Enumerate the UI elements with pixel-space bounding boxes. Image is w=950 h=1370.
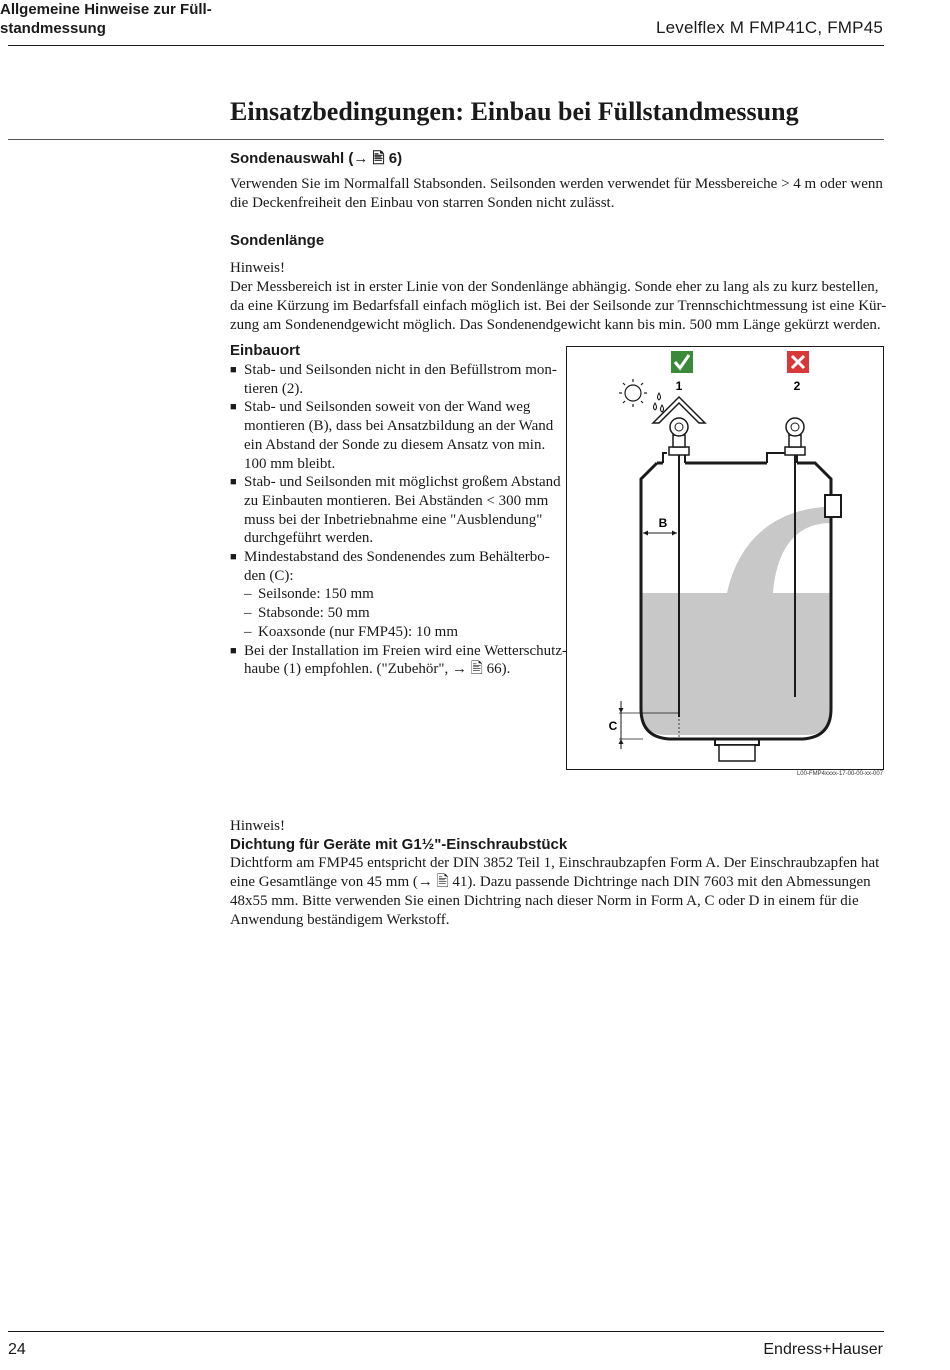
bullet-icon: ■ <box>230 551 237 564</box>
header-title: Levelflex M FMP41C, FMP45 <box>655 18 883 37</box>
header-rule <box>8 45 884 46</box>
sun-icon <box>619 379 647 407</box>
sondenlaenge-heading: Sondenlänge <box>230 232 325 249</box>
sub-item: – Stabsonde: 50 mm <box>244 605 370 622</box>
inlet-nozzle <box>825 495 841 517</box>
sondenlaenge-text: Hinweis! Der Messbereich ist in erster Linie von der Sondenlänge abhängig. Sonde eher zu lang als zu kurz bestellen, da eine Kürzung im Bedarfsfall einfach möglich ist. Bei der Seilsonde zur Trennschichtmessung ist eine Kür- zung am Sondenendgewicht möglich. Das Sondenendgewicht kann bis min. 500 mm Länge gekürzt werden. <box>230 259 890 335</box>
figure-label-2: 2 <box>793 379 801 393</box>
cross-icon <box>787 351 809 373</box>
section-title: Einsatzbedingungen: Einbau bei Füllstandmessung <box>230 97 799 126</box>
figure-label-c: C <box>608 719 618 733</box>
dichtung-note-label: Hinweis! <box>230 818 285 834</box>
sondenlaenge-note-label: Hinweis! <box>230 260 285 276</box>
sub-item: – Seilsonde: 150 mm <box>244 586 374 603</box>
sub-item: – Koaxsonde (nur FMP45): 10 mm <box>244 623 458 640</box>
list-item: ■ Stab- und Seilsonden mit möglichst großem Abstand zu Einbauten montieren. Bei Abständen < 300 mm muss bei der Inbetriebnahme eine "Ausblendung" durchgeführt werden. <box>230 474 561 547</box>
outlet-nozzle <box>719 745 755 761</box>
footer-rule <box>8 1331 884 1332</box>
sondenauswahl-text: Verwenden Sie im Normalfall Stabsonden. Seilsonden werden verwendet für Messbereiche > 4 m oder wenn die Deckenfreiheit den Einbau von starren Sonden nicht zulässt. <box>230 176 883 211</box>
tank-installation-figure <box>566 346 884 770</box>
einbauort-list <box>230 361 570 679</box>
figure-label-b: B <box>658 516 668 530</box>
sondenauswahl-heading: Sondenauswahl (→ 🖹 6) <box>230 150 403 167</box>
list-item: ■ Bei der Installation im Freien wird eine Wetterschutz- haube (1) empfohlen. ("Zubehör", → 🖹 66). <box>230 642 567 678</box>
dichtung-heading: Dichtung für Geräte mit G1½"-Einschraubstück <box>230 836 568 853</box>
bullet-icon: ■ <box>230 644 237 657</box>
section-rule <box>8 139 884 140</box>
einbauort-heading: Einbauort <box>230 342 300 359</box>
bullet-icon: ■ <box>230 401 237 414</box>
list-item: ■ Mindestabstand des Sondenendes zum Behälterbo- den (C): – Seilsonde: 150 mm – Stabsonde: 50 mm – Koaxsonde (nur FMP45): 10 mm <box>230 548 570 642</box>
probe-2-head <box>786 418 804 436</box>
check-icon <box>671 351 693 373</box>
fill-stream <box>727 507 831 593</box>
footer-brand: Endress+Hauser <box>763 1341 883 1358</box>
list-item: ■ Stab- und Seilsonden nicht in den Befüllstrom mon- tieren (2). <box>230 362 557 397</box>
rain-icon <box>654 393 664 412</box>
liquid-fill <box>641 593 831 735</box>
bullet-icon: ■ <box>230 476 237 489</box>
figure-label-1: 1 <box>675 379 683 393</box>
probe-1-head <box>670 418 688 436</box>
bullet-icon: ■ <box>230 364 237 376</box>
dichtung-text: Dichtform am FMP45 entspricht der DIN 3852 Teil 1, Einschraubzapfen Form A. Der Einschraubzapfen hat eine Gesamtlänge von 45 mm (→ 🖹 41). Dazu passende Dichtringe nach DIN 7603 mit den Abmessungen 48x55 mm. Bitte verwenden Sie einen Dichtring nach dieser Norm in Form A, C oder D in einem für die Anwendung beständigem Werkstoff. <box>230 855 880 928</box>
sidebar-heading: Allgemeine Hinweise zur Füll- standmessung <box>0 1 212 37</box>
page-number: 24 <box>8 1341 26 1358</box>
figure-caption: L00-FMP4xxxx-17-00-00-xx-007 <box>796 771 883 777</box>
list-item: ■ Stab- und Seilsonden soweit von der Wand weg montieren (B), dass bei Ansatzbildung an der Wand ein Abstand der Sonde zu diesem Ansatz von min. 100 mm bleibt. <box>230 399 554 472</box>
